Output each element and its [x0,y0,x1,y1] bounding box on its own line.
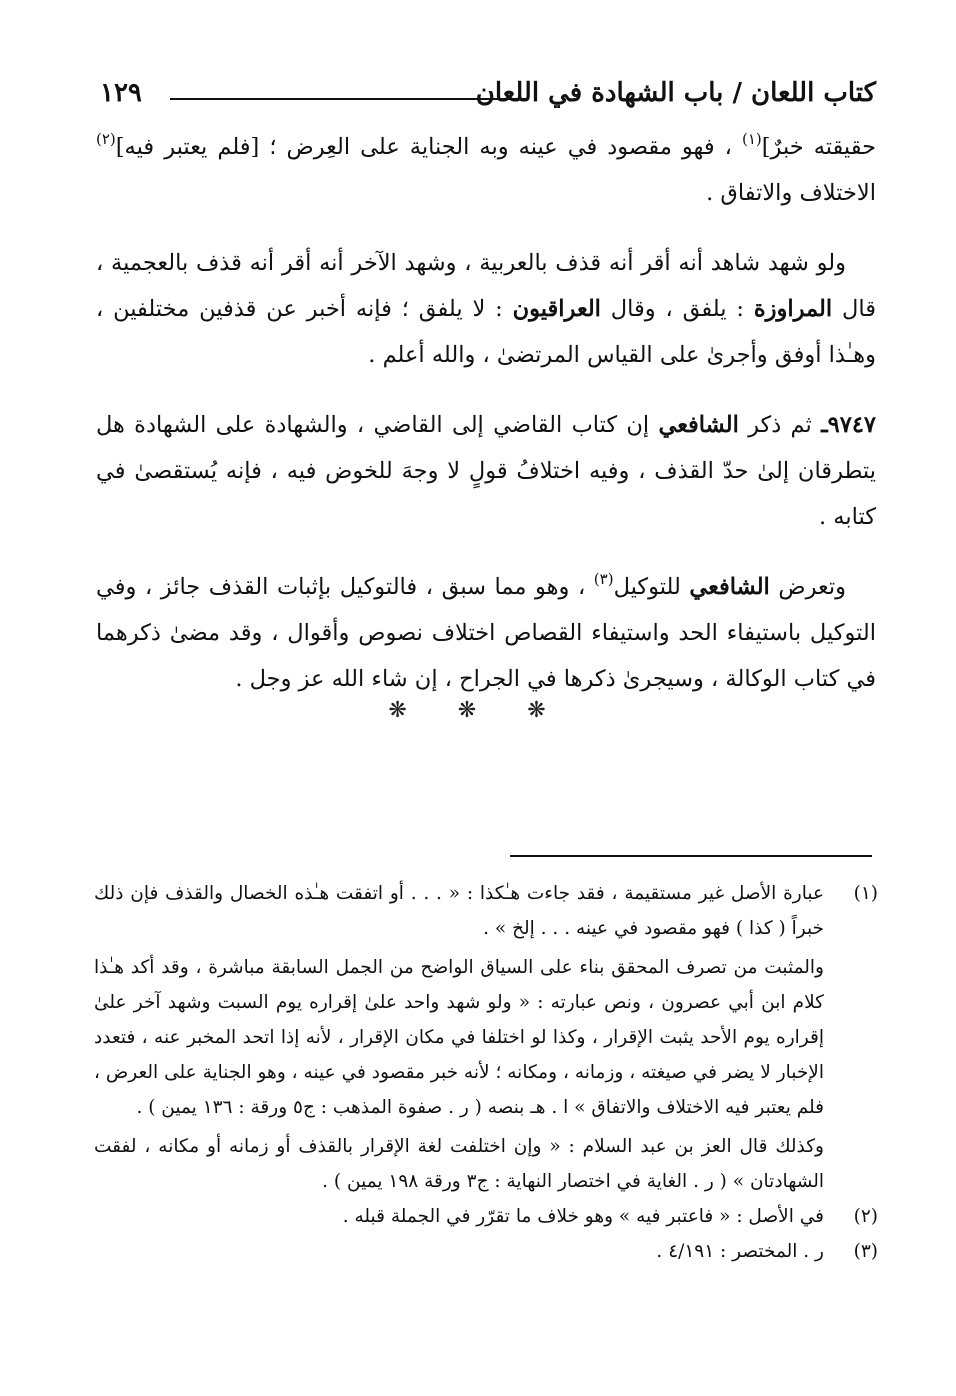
text-run: للتوكيل [613,574,690,600]
footnote-text: ر . المختصر : ٤/١٩١ . [656,1241,824,1262]
footnote-ref-2[interactable]: (٢) [96,130,116,148]
bold-term: الشافعي [689,574,770,600]
text-run: وتعرض [769,574,846,600]
footnote-number: (٣) [853,1241,878,1262]
bold-term: العراقيون [512,296,601,322]
header-rule [170,98,526,100]
footnote-1 [94,876,878,1199]
footnote-text: والمثبت من تصرف المحقق بناء على السياق الواضح من الجمل السابقة مباشرة ، وقد أكد هـٰذا كلام ابن أبي عصرون ، ونص عبارته : « ولو شهد واحد علىٰ إقراره يوم السبت وشهد آخر علىٰ إقراره يوم الأحد يثبت الإقرار ، وكذا لو اختلفا في مكان الإقرار ، لأنه إذا اتحد المخبر عنه ، فتعدد الإخبار لا يضر في صيغته ، وزمانه ، ومكانه ؛ لأنه خبر مقصود في عينه ، وهو الجناية على العرض ، فلم يعتبر فيه الاختلاف والاتفاق » ا . هـ بنصه ( ر . صفوة المذهب : ج٥ ورقة : ١٣٦ يمين ) . [94,957,824,1118]
footnote-text: عبارة الأصل غير مستقيمة ، فقد جاءت هـٰكذا : « . . . أو اتفقت هـٰذه الخصال والقذف فإن ذلك خبراً ( كذا ) فهو مقصود في عينه . . . إلخ » . [94,883,824,939]
footnote-separator [510,855,872,857]
paragraph-2 [96,240,876,378]
chapter-title: كتاب اللعان / باب الشهادة في اللعان [475,78,876,108]
footnote-text: في الأصل : « فاعتبر فيه » وهو خلاف ما تقرّر في الجملة قبله . [342,1206,824,1227]
text-run: حقيقته خبرٌ] [761,134,877,160]
paragraph-4 [96,564,876,702]
text-run: : لا يلفق ؛ فإنه أخبر عن قذفين مختلفين ، وهـٰذا أوفق وأجرىٰ على القياس المرتضىٰ ، والله أعلم . [96,296,876,368]
main-text [96,124,876,702]
running-header [100,72,876,116]
footnote-ref-3[interactable]: (٣) [593,570,614,588]
text-run: ولو شهد شاهد أنه أقر أنه قذف بالعربية ، وشهد الآخر أنه أقر أنه قذف بالعجمية ، قال [96,250,876,322]
text-run: إن كتاب القاضي إلى القاضي ، والشهادة على الشهادة هل يتطرقان إلىٰ حدّ القذف ، وفيه اختلافُ قولٍ لا وجهَ للخوض فيه ، فإنه يُستقصىٰ في كتابه . [96,412,876,530]
text-run: : يلفق ، وقال [600,296,754,322]
footnote-text: وكذلك قال العز بن عبد السلام : « وإن اختلفت لغة الإقرار بالقذف أو زمانه أو مكانه ، لفقت الشهادتان » ( ر . الغاية في اختصار النهاية : ج٣ ورقة ١٩٨ يمين ) . [94,1136,824,1192]
text-run: الاختلاف والاتفاق . [706,180,876,206]
footnotes [94,876,878,1269]
footnote-number: (٢) [853,1206,878,1227]
bold-term: الشافعي [658,412,739,438]
text-run: ، فهو مقصود في عينه وبه الجناية على العِرض ؛ [فلم يعتبر فيه] [115,134,742,160]
section-divider-stars: ❋ ❋ ❋ [388,698,568,723]
footnote-ref-1[interactable]: (١) [741,130,762,148]
paragraph-1 [96,124,876,216]
footnote-3 [94,1234,878,1269]
bold-term: المراوزة [753,296,833,322]
section-number: ٩٧٤٧ـ [821,412,876,438]
footnote-2 [94,1199,878,1234]
text-run: ثم ذكر [738,412,822,438]
page-number: ١٢٩ [100,78,142,108]
text-run: ، وهو مما سبق ، فالتوكيل بإثبات القذف جائز ، وفي التوكيل باستيفاء الحد واستيفاء القصاص اختلاف نصوص وأقوال ، وقد مضىٰ ذكرهما في كتاب الوكالة ، وسيجرىٰ ذكرها في الجراح ، إن شاء الله عز وجل . [96,574,876,692]
paragraph-3 [96,402,876,540]
footnote-number: (١) [853,883,878,904]
